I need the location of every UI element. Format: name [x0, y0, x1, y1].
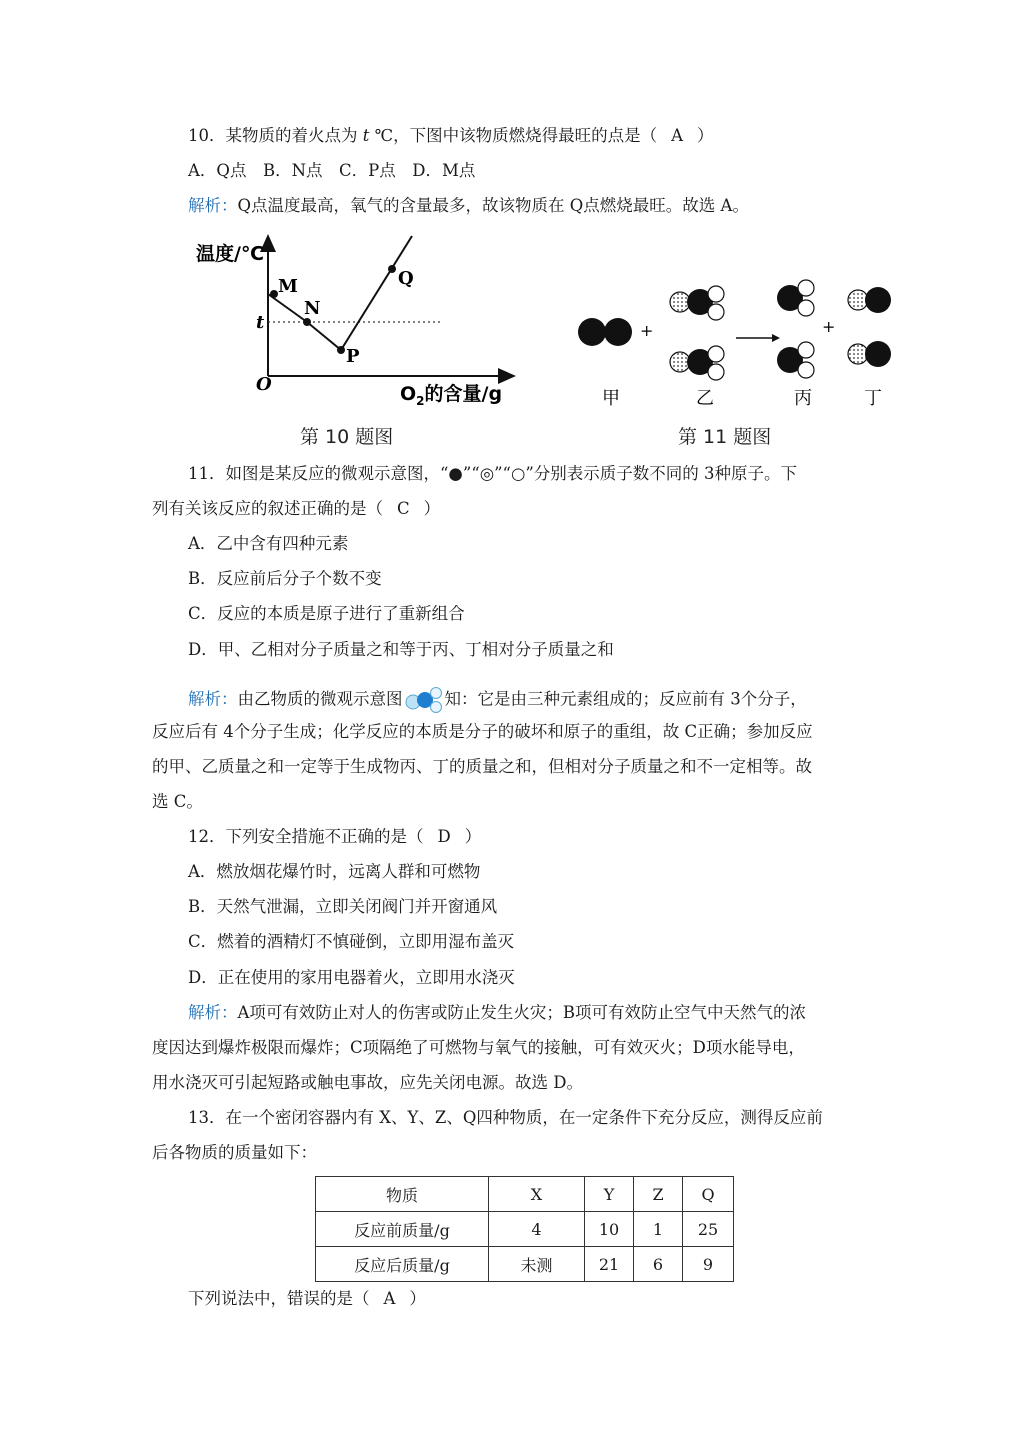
- fig11-label-ding: 丁: [864, 388, 882, 409]
- fig11-plus-2: +: [822, 317, 836, 336]
- fig11-label-yi: 乙: [696, 388, 714, 409]
- q13-question-text: 下列说法中，错误的是（: [188, 1289, 370, 1308]
- fig11-caption: 第 11 题图: [678, 426, 772, 448]
- q11-stem-2-end: ）: [423, 499, 441, 518]
- table-cell: 反应后质量/g: [316, 1247, 489, 1282]
- q11-option-b: B．反应前后分子个数不变: [188, 569, 382, 588]
- q10-stem-var: t: [362, 126, 370, 145]
- table-header-cell: Q: [683, 1177, 734, 1212]
- table-header-cell: Y: [585, 1177, 634, 1212]
- fig11-molecule-bing-2: [777, 342, 814, 378]
- q13-answer: A: [383, 1289, 396, 1308]
- table-header-cell: X: [489, 1177, 585, 1212]
- fig11-molecule-bing-1: [777, 280, 814, 316]
- q12-option-a: A．燃放烟花爆竹时，远离人群和可燃物: [188, 862, 481, 881]
- fig11-molecule-jia: [578, 318, 632, 346]
- fig10-label-P: P: [346, 346, 360, 367]
- fig10-graph: [190, 228, 520, 418]
- q10-options: A．Q点 B．N点 C．P点 D．M点: [188, 161, 476, 180]
- q12-stem-text: 12．下列安全措施不正确的是（: [188, 827, 424, 846]
- q11-answer: C: [397, 499, 410, 518]
- fig11-diagram: [568, 268, 908, 418]
- q12-analysis-2: 度因达到爆炸极限而爆炸；C项隔绝了可燃物与氧气的接触，可有效灭火；D项水能导电，: [152, 1038, 805, 1057]
- table-cell: 未测: [489, 1247, 585, 1282]
- q12-analysis-label: 解析：: [188, 1003, 238, 1022]
- q10-stem-text-2: ℃，下图中该物质燃烧得最旺的点是（: [369, 126, 658, 145]
- q11-option-c: C．反应的本质是原子进行了重新组合: [188, 604, 465, 623]
- q13-question: [188, 1287, 426, 1311]
- molecule-yi-icon: [403, 686, 445, 714]
- fig11-label-jia: 甲: [602, 388, 620, 409]
- q12-answer: D: [437, 827, 451, 846]
- q12-analysis-1-text: A项可有效防止对人的伤害或防止发生火灾；B项可有效防止空气中天然气的浓: [237, 1003, 807, 1022]
- fig10-t-label: t: [256, 312, 265, 333]
- q11-analysis-2: 反应后有 4个分子生成；化学反应的本质是分子的破坏和原子的重组，故 C正确；参加反应: [152, 722, 813, 741]
- table-cell: 10: [585, 1212, 634, 1247]
- q10-answer: A: [671, 126, 684, 145]
- fig10-point-Q: [388, 265, 396, 273]
- table-header-cell: Z: [634, 1177, 683, 1212]
- table-cell: 25: [683, 1212, 734, 1247]
- fig10-point-P: [337, 346, 345, 354]
- fig11-plus-1: +: [640, 321, 654, 340]
- q11-stem-2-text: 列有关该反应的叙述正确的是（: [152, 499, 383, 518]
- fig11-molecule-ding-1: [848, 287, 891, 313]
- fig10-label-N: N: [304, 298, 321, 319]
- q11-stem-2: [152, 497, 440, 521]
- q12-option-c: C．燃着的酒精灯不慎碰倒，立即用湿布盖灭: [188, 932, 515, 951]
- q13-stem-2: 后各物质的质量如下：: [152, 1143, 317, 1162]
- q10-stem: [188, 124, 714, 148]
- fig11-molecule-ding-2: [848, 341, 891, 367]
- q11-analysis-1-post: 知：它是由三种元素组成的；反应前有 3个分子，: [444, 689, 807, 709]
- fig10-caption: 第 10 题图: [300, 426, 394, 448]
- q12-stem: [188, 825, 481, 849]
- q11-analysis-4: 选 C。: [152, 792, 203, 811]
- fig10-xlabel: $O_2$的含量/g: [400, 383, 503, 408]
- q11-analysis-1-pre: 由乙物质的微观示意图: [237, 689, 403, 709]
- q12-option-d: D．正在使用的家用电器着火，立即用水浇灭: [188, 968, 515, 987]
- q12-stem-end: ）: [464, 827, 482, 846]
- table-row: [316, 1212, 734, 1247]
- q10-analysis-text: Q点温度最高，氧气的含量最多，故该物质在 Q点燃烧最旺。故选 A。: [237, 196, 749, 215]
- table-cell: 1: [634, 1212, 683, 1247]
- fig10-ylabel: 温度/℃: [196, 243, 264, 265]
- fig11-molecule-yi-2: [670, 346, 724, 380]
- fig10-point-M: [270, 290, 278, 298]
- q11-option-d: D．甲、乙相对分子质量之和等于丙、丁相对分子质量之和: [188, 640, 614, 659]
- q10-analysis: [188, 194, 749, 218]
- q13-stem-1: 13．在一个密闭容器内有 X、Y、Z、Q四种物质，在一定条件下充分反应，测得反应前: [188, 1108, 823, 1127]
- table-cell: 反应前质量/g: [316, 1212, 489, 1247]
- q11-analysis-1: [188, 686, 807, 714]
- table-cell: 6: [634, 1247, 683, 1282]
- q11-analysis-label: 解析：: [188, 689, 238, 709]
- q12-analysis-1: [188, 1001, 806, 1025]
- table-cell: 21: [585, 1247, 634, 1282]
- q10-stem-end: ）: [697, 126, 714, 145]
- fig10-point-N: [303, 318, 311, 326]
- q13-question-end: ）: [409, 1289, 426, 1308]
- q11-option-a: A．乙中含有四种元素: [188, 534, 349, 553]
- q10-analysis-label: 解析：: [188, 196, 238, 215]
- q13-mass-table: [315, 1176, 734, 1282]
- q12-option-b: B．天然气泄漏，立即关闭阀门并开窗通风: [188, 897, 498, 916]
- q12-analysis-3: 用水浇灭可引起短路或触电事故，应先关闭电源。故选 D。: [152, 1073, 583, 1092]
- q10-stem-text: 10．某物质的着火点为: [188, 126, 363, 145]
- fig11-label-bing: 丙: [794, 388, 812, 409]
- fig10-origin: O: [256, 374, 272, 395]
- q11-stem-1: 11．如图是某反应的微观示意图，“●”“◎”“○”分别表示质子数不同的 3种原子。下: [188, 464, 798, 483]
- table-cell: 9: [683, 1247, 734, 1282]
- fig10-label-Q: Q: [398, 268, 414, 289]
- table-cell: 4: [489, 1212, 585, 1247]
- table-header-cell: 物质: [316, 1177, 489, 1212]
- q11-analysis-3: 的甲、乙质量之和一定等于生成物丙、丁的质量之和，但相对分子质量之和不一定相等。故: [152, 757, 812, 776]
- table-row: [316, 1247, 734, 1282]
- table-header-row: [316, 1177, 734, 1212]
- fig10-label-M: M: [278, 276, 298, 297]
- fig11-molecule-yi-1: [670, 286, 724, 320]
